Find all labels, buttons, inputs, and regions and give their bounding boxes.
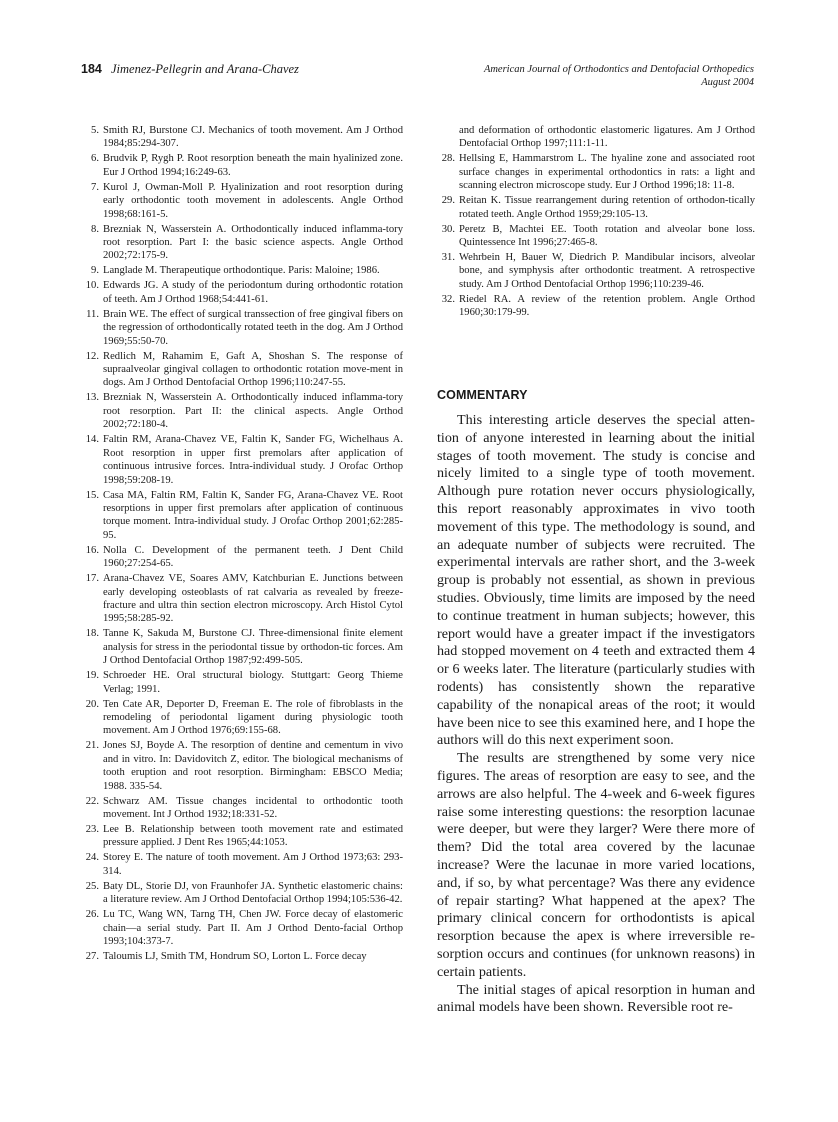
reference-text: and deformation of orthodontic elastomeric ligatures. Am J Orthod Dentofacial Orthop 1997;111:1-11. (459, 125, 755, 150)
reference-item (437, 124, 755, 151)
reference-item (437, 293, 755, 320)
reference-number: 10. (85, 280, 99, 292)
reference-number: 19. (85, 670, 99, 682)
reference-item (81, 391, 403, 431)
reference-text: Tanne K, Sakuda M, Burstone CJ. Three-dimensional finite element analysis for stress in the periodontal tissue by orthodon-tic forces. Am J Orthod Dentofacial Orthop 1987;92:499-505. (103, 628, 403, 667)
reference-text: Brezniak N, Wasserstein A. Orthodontically induced inflamma-tory root resorption. Part I: the basic science aspects. Angle Orthod 2002;72:175-9. (103, 223, 403, 262)
commentary-paragraph: The results are strengthened by some very nice figures. The areas of resorption are easy to see, and the arrows are also helpful. The 4-week and 6-week figures raise some interesting questions: the resorption lacunae were deeper, but were they larger? Were there more of them? Did the total area covered by the lacunae increase? Were the lacunae in more varied locations, and, if so, by what percentage? Was there any evidence of repair starting? What happened at the apex? The primary clinical concern for orthodontists is apical resorption because the apex is where irreversible re-sorption occurs and continues (for unknown reasons) in certain patients. (437, 750, 755, 980)
reference-item (81, 880, 403, 907)
reference-item (81, 669, 403, 696)
reference-text: Riedel RA. A review of the retention problem. Angle Orthod 1960;30:179-99. (459, 293, 755, 319)
reference-text: Brain WE. The effect of surgical transsection of free gingival fibers on the regression of orthodontically rotated teeth in the dog. Am J Orthod 1969;55:50-70. (103, 308, 403, 347)
running-authors: Jimenez-Pellegrin and Arana-Chavez (110, 62, 299, 76)
reference-number: 26. (85, 909, 99, 921)
commentary-paragraph: The initial stages of apical resorption in human and animal models have been shown. Reversible root re- (437, 981, 755, 1016)
reference-item (81, 124, 403, 151)
reference-number: 8. (91, 223, 99, 235)
reference-item (81, 698, 403, 738)
reference-number: 23. (85, 824, 99, 835)
reference-item (81, 572, 403, 626)
commentary-heading: COMMENTARY (437, 388, 528, 402)
reference-item (81, 851, 403, 878)
reference-text: Smith RJ, Burstone CJ. Mechanics of tooth movement. Am J Orthod 1984;85:294-307. (103, 125, 403, 150)
reference-number: 14. (85, 434, 99, 446)
page-number: 184 (81, 62, 102, 76)
reference-item (81, 223, 403, 263)
reference-number: 31. (441, 252, 455, 264)
reference-text: Casa MA, Faltin RM, Faltin K, Sander FG, Arana-Chavez VE. Root resorptions in upper first premolars after application of continuous torque moment. Intra-individual study. J Orofac Orthop 2001;62:285-95. (103, 489, 403, 541)
reference-text: Brudvik P, Rygh P. Root resorption beneath the main hyalinized zone. Eur J Orthod 1994;16:249-63. (103, 153, 403, 178)
references-left-column (81, 124, 403, 965)
reference-text: Edwards JG. A study of the periodontum during orthodontic rotation of teeth. Am J Orthod 1968;54:441-61. (103, 280, 403, 305)
reference-number: 29. (441, 195, 455, 207)
running-header-right (484, 63, 754, 89)
reference-number: 6. (91, 153, 99, 165)
reference-item (81, 279, 403, 306)
journal-title: American Journal of Orthodontics and Dentofacial Orthopedics (483, 64, 754, 75)
reference-text: Nolla C. Development of the permanent teeth. J Dent Child 1960;27:254-65. (103, 544, 403, 570)
reference-number: 11. (86, 308, 99, 320)
reference-number: 24. (85, 852, 99, 864)
reference-number: 9. (91, 265, 99, 277)
commentary-section (437, 388, 755, 1017)
reference-number: 22. (85, 795, 99, 807)
reference-item (437, 152, 755, 192)
reference-text: Arana-Chavez VE, Soares AMV, Katchburian E. Junctions between early developing osteoblasts of rat calvaria as revealed by freeze-fracture and ultra thin section electron microscopy. Arch Histol Cytol 1995;58:285-92. (103, 573, 403, 625)
reference-item (81, 181, 403, 221)
reference-number: 18. (85, 628, 99, 640)
reference-number: 7. (91, 181, 99, 193)
reference-text: Brezniak N, Wasserstein A. Orthodontically induced inflamma-tory root resorption. Part II: the clinical aspects. Angle Orthod 2002;72:180-4. (103, 392, 403, 431)
reference-number: 5. (91, 125, 99, 136)
reference-number: 15. (85, 489, 99, 501)
reference-item (81, 350, 403, 390)
reference-item (81, 264, 403, 277)
reference-number: 28. (441, 153, 455, 165)
reference-text: Peretz B, Machtei EE. Tooth rotation and alveolar bone loss. Quintessence Int 1996;27:465-8. (459, 223, 755, 249)
reference-number: 17. (85, 573, 99, 585)
reference-text: Kurol J, Owman-Moll P. Hyalinization and root resorption during early orthodontic tooth movement in adolescents. Angle Orthod 1998;68:161-5. (103, 181, 403, 220)
reference-item (81, 433, 403, 487)
reference-text: Ten Cate AR, Deporter D, Freeman E. The role of fibroblasts in the remodeling of periodontal ligament during physiologic tooth movement. Am J Orthod 1976;69:155-68. (103, 698, 403, 737)
reference-text: Hellsing E, Hammarstrom L. The hyaline zone and associated root surface changes in experimental orthodontics in rats: a light and scanning electron microscope study. Eur J Orthod 1996;18: 11-8. (459, 153, 755, 192)
reference-number: 30. (441, 223, 455, 235)
reference-number: 25. (85, 880, 99, 892)
reference-item (437, 194, 755, 221)
references-right-column (437, 124, 755, 321)
issue-date: August 2004 (701, 77, 754, 88)
reference-text: Langlade M. Therapeutique orthodontique. Paris: Maloine; 1986. (103, 265, 380, 277)
running-header-left (81, 62, 299, 77)
reference-text: Storey E. The nature of tooth movement. Am J Orthod 1973;63: 293-314. (103, 852, 403, 877)
reference-text: Redlich M, Rahamim E, Gaft A, Shoshan S. The response of supraalveolar gingival collagen to orthodontic rotation move-ment in dogs. Am J Orthod Dentofacial Orthop 1996;110:247-55. (103, 350, 403, 389)
reference-item (81, 739, 403, 793)
reference-item (81, 908, 403, 948)
reference-number: 32. (441, 293, 455, 305)
reference-text: Jones SJ, Boyde A. The resorption of dentine and cementum in vivo and in vitro. In: Davidovitch Z, editor. The biological mechanisms of tooth eruption and root resorption. Birmingham: EBSCO Media; 1988. 335-54. (103, 740, 403, 792)
reference-number: 21. (85, 740, 99, 752)
reference-item (81, 152, 403, 179)
reference-item (81, 795, 403, 822)
reference-text: Lee B. Relationship between tooth movement rate and estimated pressure applied. J Dent Res 1965;44:1053. (103, 824, 403, 849)
reference-text: Faltin RM, Arana-Chavez VE, Faltin K, Sander FG, Wichelhaus A. Root resorption in upper first premolars after application of continuous intrusive forces. Intra-individual study. J Orofac Orthop 1998;59:208-19. (103, 434, 403, 486)
reference-text: Schwarz AM. Tissue changes incidental to orthodontic tooth movement. Int J Orthod 1932;18:331-52. (103, 795, 403, 820)
reference-text: Reitan K. Tissue rearrangement during retention of orthodon-tically rotated teeth. Angle Orthod 1959;29:105-13. (459, 195, 755, 220)
reference-text: Wehrbein H, Bauer W, Diedrich P. Mandibular incisors, alveolar bone, and symphysis after orthodontic treatment. A retrospective study. Am J Orthod Dentofacial Orthop 1996;110:239-46. (459, 252, 755, 290)
reference-item (81, 627, 403, 667)
reference-text: Lu TC, Wang WN, Tarng TH, Chen JW. Force decay of elastomeric chain—a serial study. Part II. Am J Orthod Dento-facial Orthop 1993;104:373-7. (103, 909, 403, 948)
reference-item (81, 950, 403, 963)
reference-text: Schroeder HE. Oral structural biology. Stuttgart: Georg Thieme Verlag; 1991. (103, 670, 403, 695)
reference-item (437, 251, 755, 291)
reference-text: Taloumis LJ, Smith TM, Hondrum SO, Lorton L. Force decay (103, 951, 367, 963)
reference-text: Baty DL, Storie DJ, von Fraunhofer JA. Synthetic elastomeric chains: a literature review. Am J Orthod Dentofacial Orthop 1994;105:536-42. (103, 880, 403, 906)
reference-number: 12. (85, 350, 99, 362)
reference-item (81, 489, 403, 543)
reference-item (437, 223, 755, 250)
reference-number: 20. (85, 698, 99, 710)
reference-item (81, 823, 403, 850)
reference-number: 16. (85, 544, 99, 556)
reference-number: 27. (85, 951, 99, 963)
reference-item (81, 544, 403, 571)
reference-number: 13. (85, 392, 99, 404)
reference-item (81, 308, 403, 348)
commentary-paragraph: This interesting article deserves the special atten-tion of anyone interested in learning about the initial stages of tooth movement. The study is concise and nicely limited to a single type of tooth movement. Although pure rotation never occurs physiologically, this report reasonably approximates in vivo tooth movement of this type. The methodology is sound, and an adequate number of subjects were recruited. The experimental intervals are rather short, and the 3-week group is probably not essential, as shown in previous studies. Obviously, time limits are imposed by the need to continue treatment in human subjects; however, this report would have a greater impact if the investigators had stopped movement on 4 teeth and extracted them 4 or 6 weeks later. The literature (particularly studies with rodents) has consistently shown the reparative capability of the nonapical areas of the root; it would have been nice to see this examined here, and I hope the authors will do this next experiment soon. (437, 412, 755, 749)
